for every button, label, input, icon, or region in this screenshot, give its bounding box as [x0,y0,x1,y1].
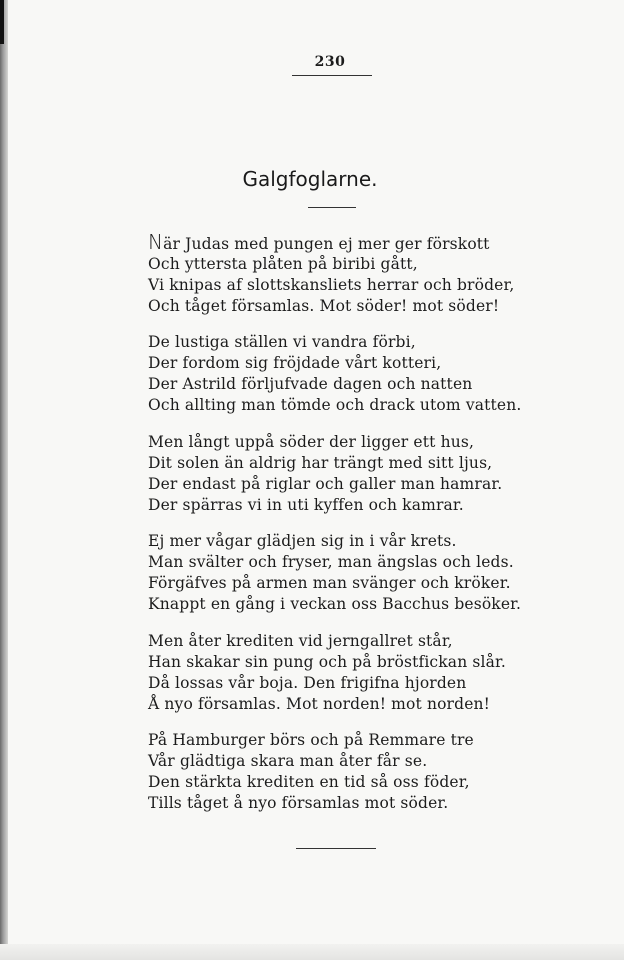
poem-line: Förgäfves på armen man svänger och kröker. [148,574,511,593]
poem-line: Och tåget församlas. Mot söder! mot söder! [148,297,500,315]
stanza-3 [148,432,548,516]
poem-line: Der Astrild förljufvade dagen och natten [148,375,473,394]
poem-line: Dit solen än aldrig har trängt med sitt ljus, [148,453,493,472]
poem-line: Men långt uppå söder der ligger ett hus, [148,432,475,451]
poem-line-text: är Judas med pungen ej mer ger förskott [163,235,490,253]
end-rule [296,848,376,849]
poem-line: Och allting man tömde och drack utom vatten. [148,396,522,415]
poem-line: Man svälter och fryser, man ängslas och leds. [148,553,514,572]
poem-line: Vi knipas af slottskansliets herrar och bröder, [148,276,515,294]
poem-line: Då lossas vår boja. Den frigifna hjorden [148,673,467,692]
stanza-6 [148,730,548,814]
poem-title: Galgfoglarne. [242,167,378,191]
poem-line: Å nyo församlas. Mot norden! mot norden! [148,694,491,713]
poem-line: Tills tåget å nyo församlas mot söder. [148,793,449,812]
page-number-rule [292,75,372,76]
stanza-4 [148,531,548,615]
stanza-1 [148,230,548,317]
poem-line: Och yttersta plåten på biribi gått, [148,255,418,273]
poem-line: Der spärras vi in uti kyffen och kamrar. [148,495,464,514]
poem-line: Den stärkta krediten en tid så oss föder, [148,772,470,791]
poem-line: Knappt en gång i veckan oss Bacchus besöker. [148,595,522,614]
poem-line: Ej mer vågar glädjen sig in i vår krets. [148,532,457,551]
stanza-2 [148,332,548,416]
poem-line: Vår glädtiga skara man åter får se. [148,751,428,770]
poem-line: Der fordom sig fröjdade vårt kotteri, [148,354,442,373]
poem-line [148,230,548,254]
poem-body [148,230,548,829]
page-gutter-edge [0,0,8,960]
title-rule [308,207,356,208]
gutter-mark [0,0,4,44]
stanza-5 [148,631,548,715]
poem-line: De lustiga ställen vi vandra förbi, [148,333,416,352]
poem-line: Der endast på riglar och galler man hamrar. [148,474,503,493]
page-bottom-edge [0,944,624,960]
poem-line: Men åter krediten vid jerngallret står, [148,631,453,650]
poem-line: På Hamburger börs och på Remmare tre [148,730,474,749]
poem-line: Han skakar sin pung och på bröstfickan slår. [148,652,506,671]
drop-cap: N [148,230,164,254]
page-number: 230 [314,54,346,70]
